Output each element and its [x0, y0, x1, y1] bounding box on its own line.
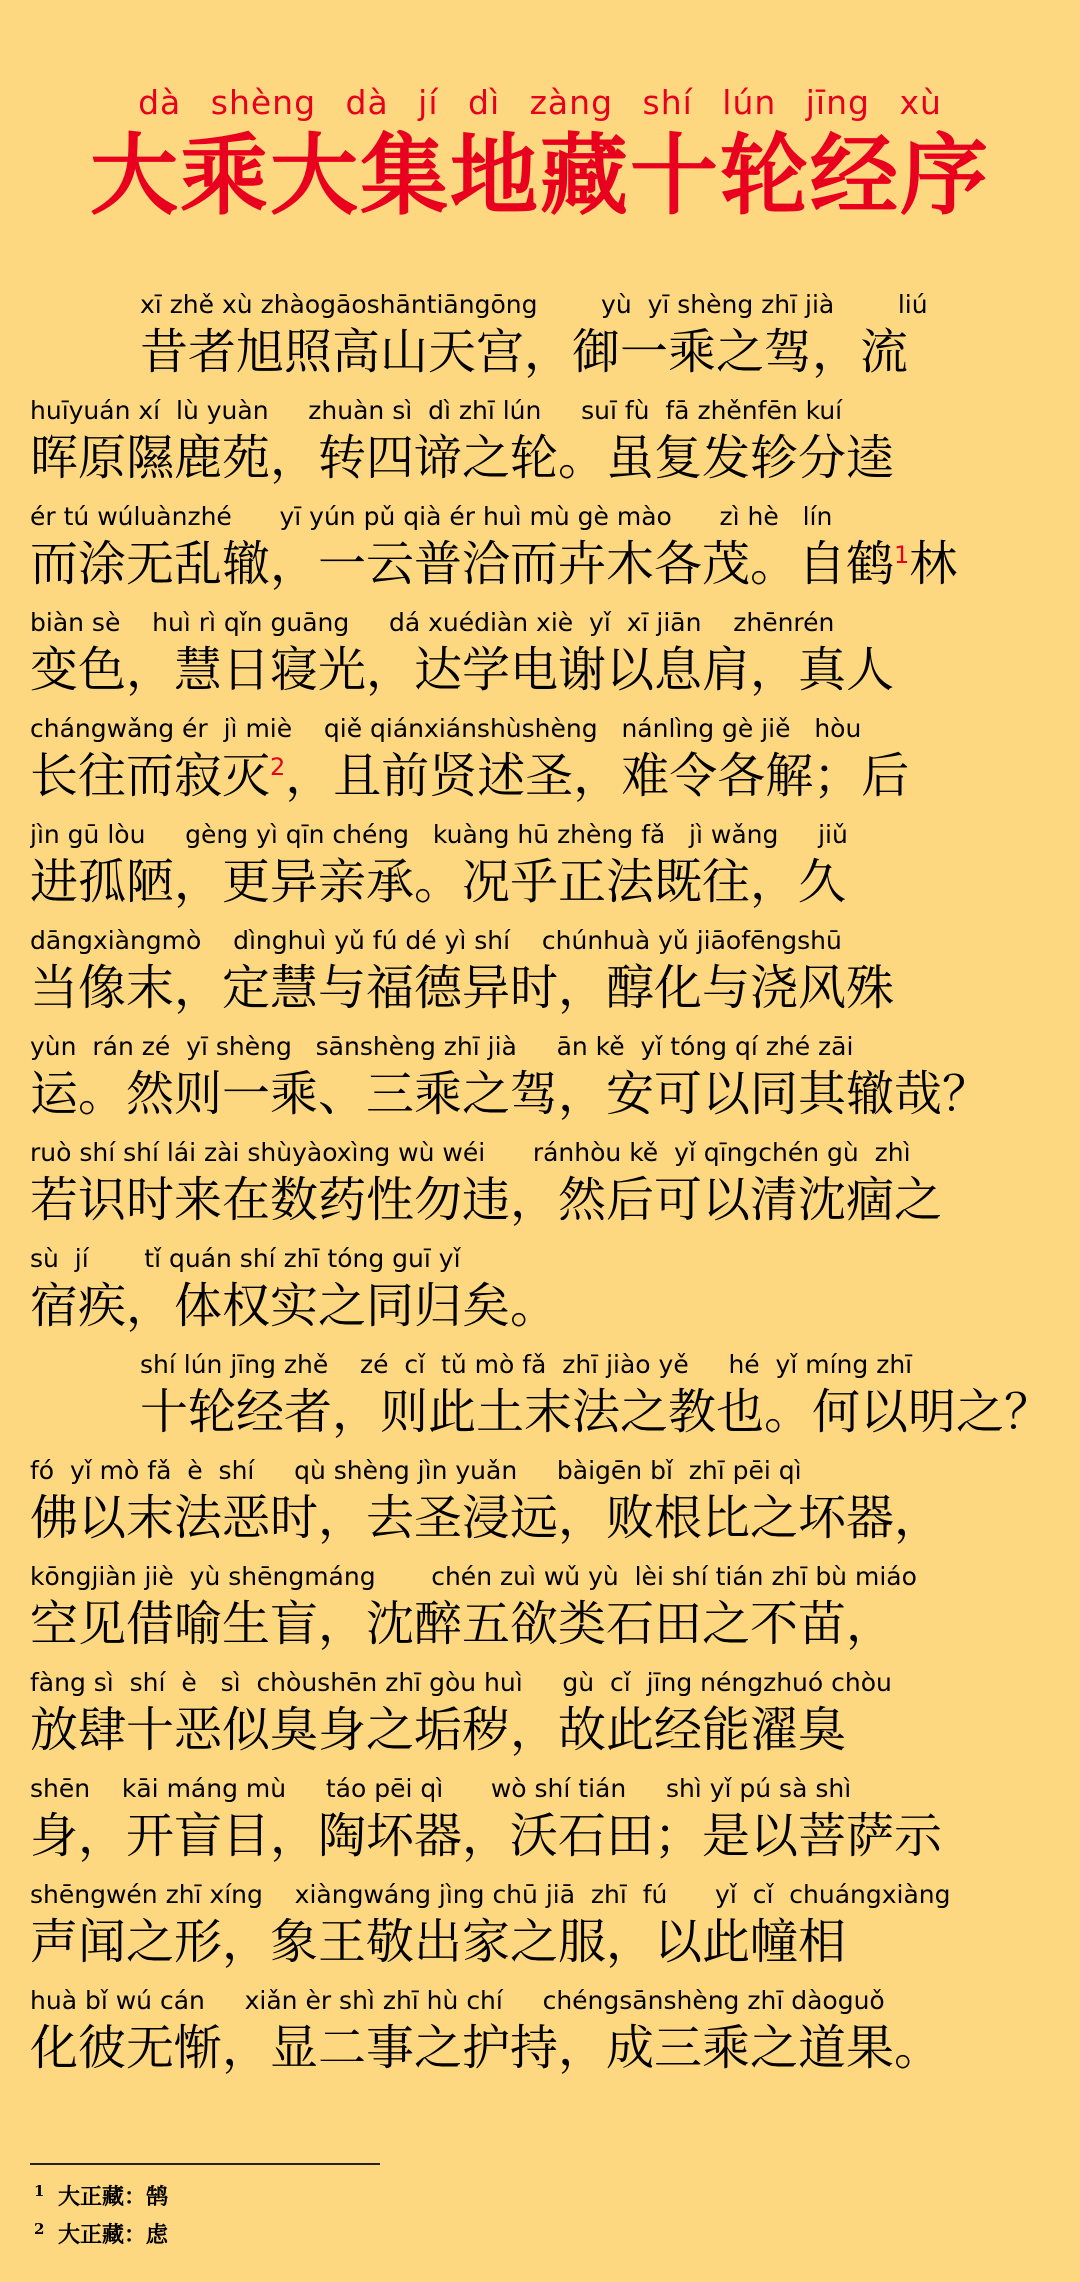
footnote-text: 大正藏：虑: [58, 2222, 169, 2248]
hanzi-line: [30, 638, 1060, 702]
pinyin-line: dāngxiàngmò dìnghuì yǔ fú dé yì shí chúnhuà yǔ jiāofēngshū: [30, 926, 842, 955]
text-line: [30, 1770, 1060, 1876]
text-line: [30, 922, 1060, 1028]
pinyin-line: jìn gū lòu gèng yì qīn chéng kuàng hū zhèng fǎ jì wǎng jiǔ: [30, 820, 848, 849]
pinyin-line: ér tú wúluànzhé yī yún pǔ qià ér huì mù gè mào zì hè lín: [30, 502, 833, 531]
text-line: [30, 816, 1060, 922]
hanzi-text: 而涂无乱辙，一云普洽而卉木各茂。自鹤: [30, 536, 895, 592]
footnotes: [34, 2178, 634, 2254]
preface-body: [30, 286, 1060, 2088]
hanzi-line: [30, 850, 1060, 914]
text-line: [30, 1876, 1060, 1982]
hanzi-text: 进孤陋，更异亲承。况乎正法既往，久: [30, 854, 847, 910]
hanzi-line: [140, 1380, 1060, 1444]
hanzi-text: 变色，慧日寝光，达学电谢以息肩，真人: [30, 642, 895, 698]
text-line: [30, 498, 1060, 604]
hanzi-line: [30, 2016, 1060, 2080]
hanzi-line: [30, 956, 1060, 1020]
hanzi-text: 化彼无惭，显二事之护持，成三乘之道果。: [30, 2020, 943, 2076]
hanzi-text: 林: [909, 536, 958, 592]
pinyin-line: sù jí tǐ quán shí zhī tóng guī yǐ: [30, 1244, 461, 1273]
pinyin-line: xī zhě xù zhàogāoshāntiāngōng yù yī shèng zhī jià liú: [140, 290, 928, 319]
hanzi-text: 身，开盲目，陶坏器，沃石田；是以菩萨示: [30, 1808, 943, 1864]
text-line: [30, 710, 1060, 816]
page-title: 大乘大集地藏十轮经序: [89, 124, 990, 227]
text-line: [30, 1346, 1060, 1452]
footnote-text: 大正藏：鹄: [58, 2184, 169, 2210]
hanzi-line: [30, 426, 1060, 490]
pinyin-line: ruò shí shí lái zài shùyàoxìng wù wéi ránhòu kě yǐ qīngchén gù zhì: [30, 1138, 911, 1167]
hanzi-line: [140, 320, 1060, 384]
footnote-marker[interactable]: 1: [894, 541, 910, 569]
text-line: [30, 1452, 1060, 1558]
pinyin-line: fó yǐ mò fǎ è shí qù shèng jìn yuǎn bàigēn bǐ zhī pēi qì: [30, 1456, 802, 1485]
hanzi-line: [30, 1168, 1060, 1232]
footnote: [34, 2216, 634, 2254]
footnote: [34, 2178, 634, 2216]
text-line: [30, 1558, 1060, 1664]
hanzi-text: 当像末，定慧与福德异时，醇化与浇风殊: [30, 960, 895, 1016]
pinyin-line: chángwǎng ér jì miè qiě qiánxiánshùshèng nánlìng gè jiě hòu: [30, 714, 862, 743]
text-line: [30, 604, 1060, 710]
hanzi-text: 长往而寂灭: [30, 748, 271, 804]
hanzi-text: 空见借喻生盲，沈醉五欲类石田之不苗，: [30, 1596, 895, 1652]
footnote-number: 2: [34, 2220, 45, 2238]
footnote-marker[interactable]: 2: [270, 753, 286, 781]
pinyin-line: yùn rán zé yī shèng sānshèng zhī jià ān kě yǐ tóng qí zhé zāi: [30, 1032, 854, 1061]
text-line: [30, 1028, 1060, 1134]
hanzi-line: [30, 532, 1060, 596]
hanzi-text: 放肆十恶似臭身之垢秽，故此经能濯臭: [30, 1702, 847, 1758]
pinyin-line: shēngwén zhī xíng xiàngwáng jìng chū jiā zhī fú yǐ cǐ chuángxiàng: [30, 1880, 951, 1909]
text-line: [30, 1240, 1060, 1346]
pinyin-line: kōngjiàn jiè yù shēngmáng chén zuì wǔ yù lèi shí tián zhī bù miáo: [30, 1562, 917, 1591]
text-line: [30, 392, 1060, 498]
hanzi-text: ，且前贤述圣，难令各解；后: [285, 748, 910, 804]
text-line: [30, 286, 1060, 392]
text-line: [30, 1664, 1060, 1770]
hanzi-text: 运。然则一乘、三乘之驾，安可以同其辙哉？: [30, 1066, 991, 1122]
pinyin-line: shēn kāi máng mù táo pēi qì wò shí tián shì yǐ pú sà shì: [30, 1774, 852, 1803]
pinyin-line: biàn sè huì rì qǐn guāng dá xuédiàn xiè yǐ xī jiān zhēnrén: [30, 608, 835, 637]
hanzi-line: [30, 1698, 1060, 1762]
footnote-divider: [30, 2163, 380, 2165]
footnote-number: 1: [34, 2182, 45, 2200]
text-line: [30, 1982, 1060, 2088]
hanzi-text: 佛以末法恶时，去圣浸远，败根比之坏器，: [30, 1490, 943, 1546]
hanzi-line: [30, 1910, 1060, 1974]
hanzi-line: [30, 1062, 1060, 1126]
pinyin-line: huīyuán xí lù yuàn zhuàn sì dì zhī lún suī fù fā zhěnfēn kuí: [30, 396, 843, 425]
hanzi-line: [30, 1274, 1060, 1338]
hanzi-line: [30, 1486, 1060, 1550]
hanzi-text: 若识时来在数药性勿违，然后可以清沈痼之: [30, 1172, 943, 1228]
pinyin-line: huà bǐ wú cán xiǎn èr shì zhī hù chí chéngsānshèng zhī dàoguǒ: [30, 1986, 885, 2015]
hanzi-text: 十轮经者，则此土末法之教也。何以明之？: [140, 1384, 1053, 1440]
hanzi-text: 晖原隰鹿苑，转四谛之轮。虽复发轸分逵: [30, 430, 895, 486]
pinyin-line: fàng sì shí è sì chòushēn zhī gòu huì gù cǐ jīng néngzhuó chòu: [30, 1668, 892, 1697]
hanzi-text: 声闻之形，象王敬出家之服，以此幢相: [30, 1914, 847, 1970]
hanzi-line: [30, 1592, 1060, 1656]
hanzi-text: 宿疾，体权实之同归矣。: [30, 1278, 559, 1334]
hanzi-line: [30, 744, 1060, 808]
text-line: [30, 1134, 1060, 1240]
pinyin-line: shí lún jīng zhě zé cǐ tǔ mò fǎ zhī jiào yě hé yǐ míng zhī: [140, 1350, 913, 1379]
hanzi-line: [30, 1804, 1060, 1868]
title-pinyin: dà shèng dà jí dì zàng shí lún jīng xù: [138, 83, 942, 122]
hanzi-text: 昔者旭照高山天宫，御一乘之驾，流: [140, 324, 909, 380]
title-block: [0, 80, 1080, 226]
